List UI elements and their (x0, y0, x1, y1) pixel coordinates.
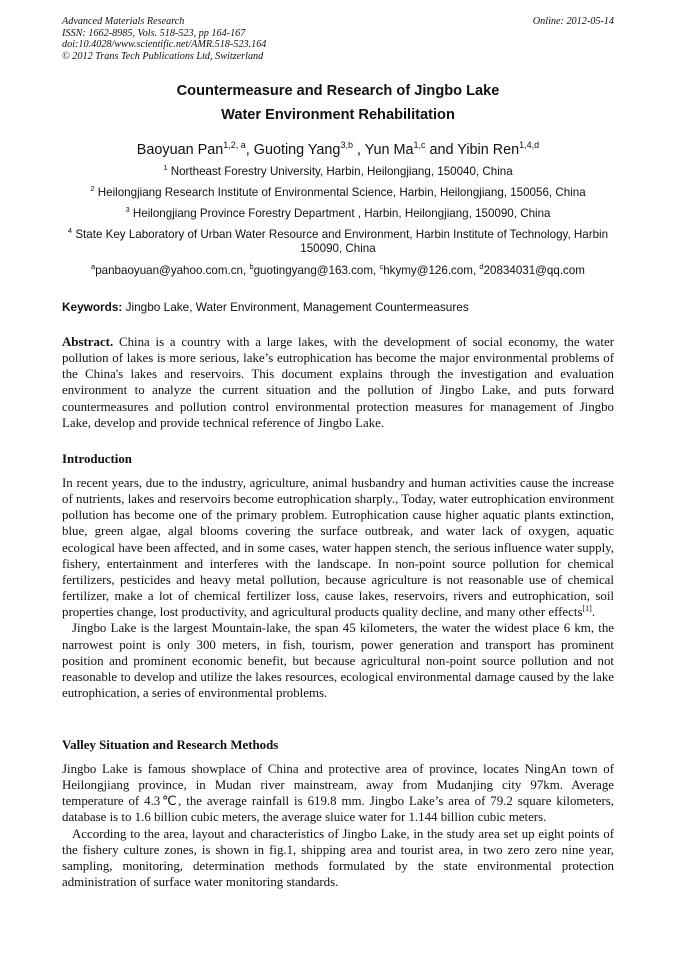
author-separator: , (352, 142, 365, 158)
author-name: Baoyuan Pan (136, 142, 224, 158)
journal-header (62, 16, 614, 62)
affiliation-number: 3 (125, 205, 130, 214)
keywords-text: Jingbo Lake, Water Environment, Management Countermeasures (122, 300, 469, 314)
abstract-text: China is a country with a large lakes, with the development of social economy, the water pollution of lakes is more serious, lake’s eutrophication has become the major environmental problems of the China's lakes and reservoirs. This document explains through the investigation and evaluation environment to analyze the current situation and the pollution of Jingbo Lake, and puts forward countermeasures and pollution control environmental protection measures for management of Jingbo Lake, develop and provide technical reference of Jingbo Lake. (62, 335, 614, 430)
affiliation-3 (62, 207, 614, 221)
author-affil-mark: 1,c (413, 140, 426, 150)
affiliation-4 (62, 228, 614, 256)
intro-paragraph-1 (62, 475, 614, 620)
email-mark: b (249, 262, 254, 271)
keywords-line (62, 300, 614, 314)
keywords-label: Keywords: (62, 300, 123, 314)
author-name: Yun Ma (364, 142, 414, 158)
introduction-body (62, 475, 614, 701)
email-address: guotingyang@163.com, (253, 264, 380, 277)
online-date: Online: 2012-05-14 (532, 16, 614, 27)
affiliation-text: State Key Laboratory of Urban Water Resource and Environment, Harbin Institute of Technology, Harbin 150090, China (75, 228, 609, 255)
title-line-1: Countermeasure and Research of Jingbo Lake (176, 83, 500, 99)
email-mark: c (379, 262, 384, 271)
affiliation-2 (62, 186, 614, 200)
email-mark: a (91, 262, 96, 271)
author-affil-mark: 1,2, a (223, 140, 246, 150)
issn-line: ISSN: 1662-8985, Vols. 518-523, pp 164-167 (62, 27, 246, 39)
author-name: Yibin Ren (457, 142, 520, 158)
affiliation-number: 1 (163, 163, 168, 172)
valley-body (62, 761, 614, 890)
author-separator: , (245, 142, 254, 158)
email-address: 20834031@qq.com (483, 264, 585, 277)
intro-paragraph-1-end: . (591, 605, 596, 620)
author-separator: and (425, 142, 458, 158)
copyright-line: © 2012 Trans Tech Publications Ltd, Switzerland (62, 50, 264, 62)
citation-ref: [1] (582, 604, 592, 614)
affiliation-1 (62, 165, 614, 179)
abstract-label: Abstract. (62, 335, 114, 349)
paper-title (62, 79, 614, 127)
affiliation-text: Heilongjiang Research Institute of Environmental Science, Harbin, Heilongjiang, 150056, China (97, 186, 586, 199)
email-address: panbaoyuan@yahoo.com.cn, (95, 264, 250, 277)
abstract (62, 334, 614, 431)
valley-paragraph-2: According to the area, layout and characteristics of Jingbo Lake, in the study area set up eight points of the fishery culture zones, is shown in fig.1, shipping area and tourist area, in two zero zero nine year, sampling, monitoring, determination methods formulated by the state environmental protection administration of surface water monitoring standards. (62, 826, 614, 890)
email-line (62, 264, 614, 278)
intro-paragraph-1-text: In recent years, due to the industry, agriculture, animal husbandry and human activities cause the increase of nutrients, lakes and reservoirs become eutrophication sharply., Today, water eutrophication environment pollution has become one of the primary problem. Eutrophication cause higher aquatic plants extinction, blue, green algae, algal blooms covering the surface outbreak, and water lack of oxygen, aquatic ecological have been affected, and in some cases, water happen stench, the serious influence water supply, fishery, entertainment and interferes with the landscape. In non-point source pollution for chemical fertilizers, pesticides and heavy metal pollution, because agriculture is not reasonable use of chemical fertilizer, make a lot of chemical fertilizer loss, cause lakes, reservoirs, rivers and eutrophication, soil properties change, lost productivity, and agricultural products quality decline, and many other effects (62, 476, 614, 620)
title-line-2: Water Environment Rehabilitation (221, 107, 455, 123)
valley-paragraph-1: Jingbo Lake is famous showplace of China and protective area of province, locates NingAn town of Heilongjiang province, in Mudan river mainstream, away from Mudanjing city 97km. Average temperature of 4.3℃, the average rainfall is 619.8 mm. Jingbo Lake’s area of 79.2 square kilometers, database is to 1.6 billion cubic meters, the average sluice water for 1.144 billion cubic meters. (62, 762, 614, 825)
author-name: Guoting Yang (253, 142, 341, 158)
affiliation-text: Heilongjiang Province Forestry Department , Harbin, Heilongjiang, 150090, China (132, 207, 551, 220)
email-mark: d (479, 262, 484, 271)
affiliation-number: 2 (90, 184, 95, 193)
section-heading-valley: Valley Situation and Research Methods (62, 738, 279, 752)
author-affil-mark: 1,4,d (519, 140, 540, 150)
email-address: hkymy@126.com, (383, 264, 480, 277)
intro-paragraph-2: Jingbo Lake is the largest Mountain-lake, the span 45 kilometers, the water the widest place 6 km, the narrowest point is only 300 meters, in fish, tourism, power generation and transport has prominent position and prominent economic benefit, but because agricultural non-point source pollution and not reasonable to develop and utilize the lakes resources, ecological environmental damage caused by the lake eutrophication, a series of environmental problems. (62, 621, 614, 701)
journal-name: Advanced Materials Research (62, 16, 185, 27)
section-heading-introduction: Introduction (62, 452, 132, 466)
affiliation-text: Northeast Forestry University, Harbin, Heilongjiang, 150040, China (170, 165, 513, 178)
affiliation-number: 4 (67, 226, 73, 235)
doi-line: doi:10.4028/www.scientific.net/AMR.518-523.164 (62, 39, 267, 51)
author-list (62, 140, 614, 160)
author-affil-mark: 3,b (340, 140, 353, 150)
